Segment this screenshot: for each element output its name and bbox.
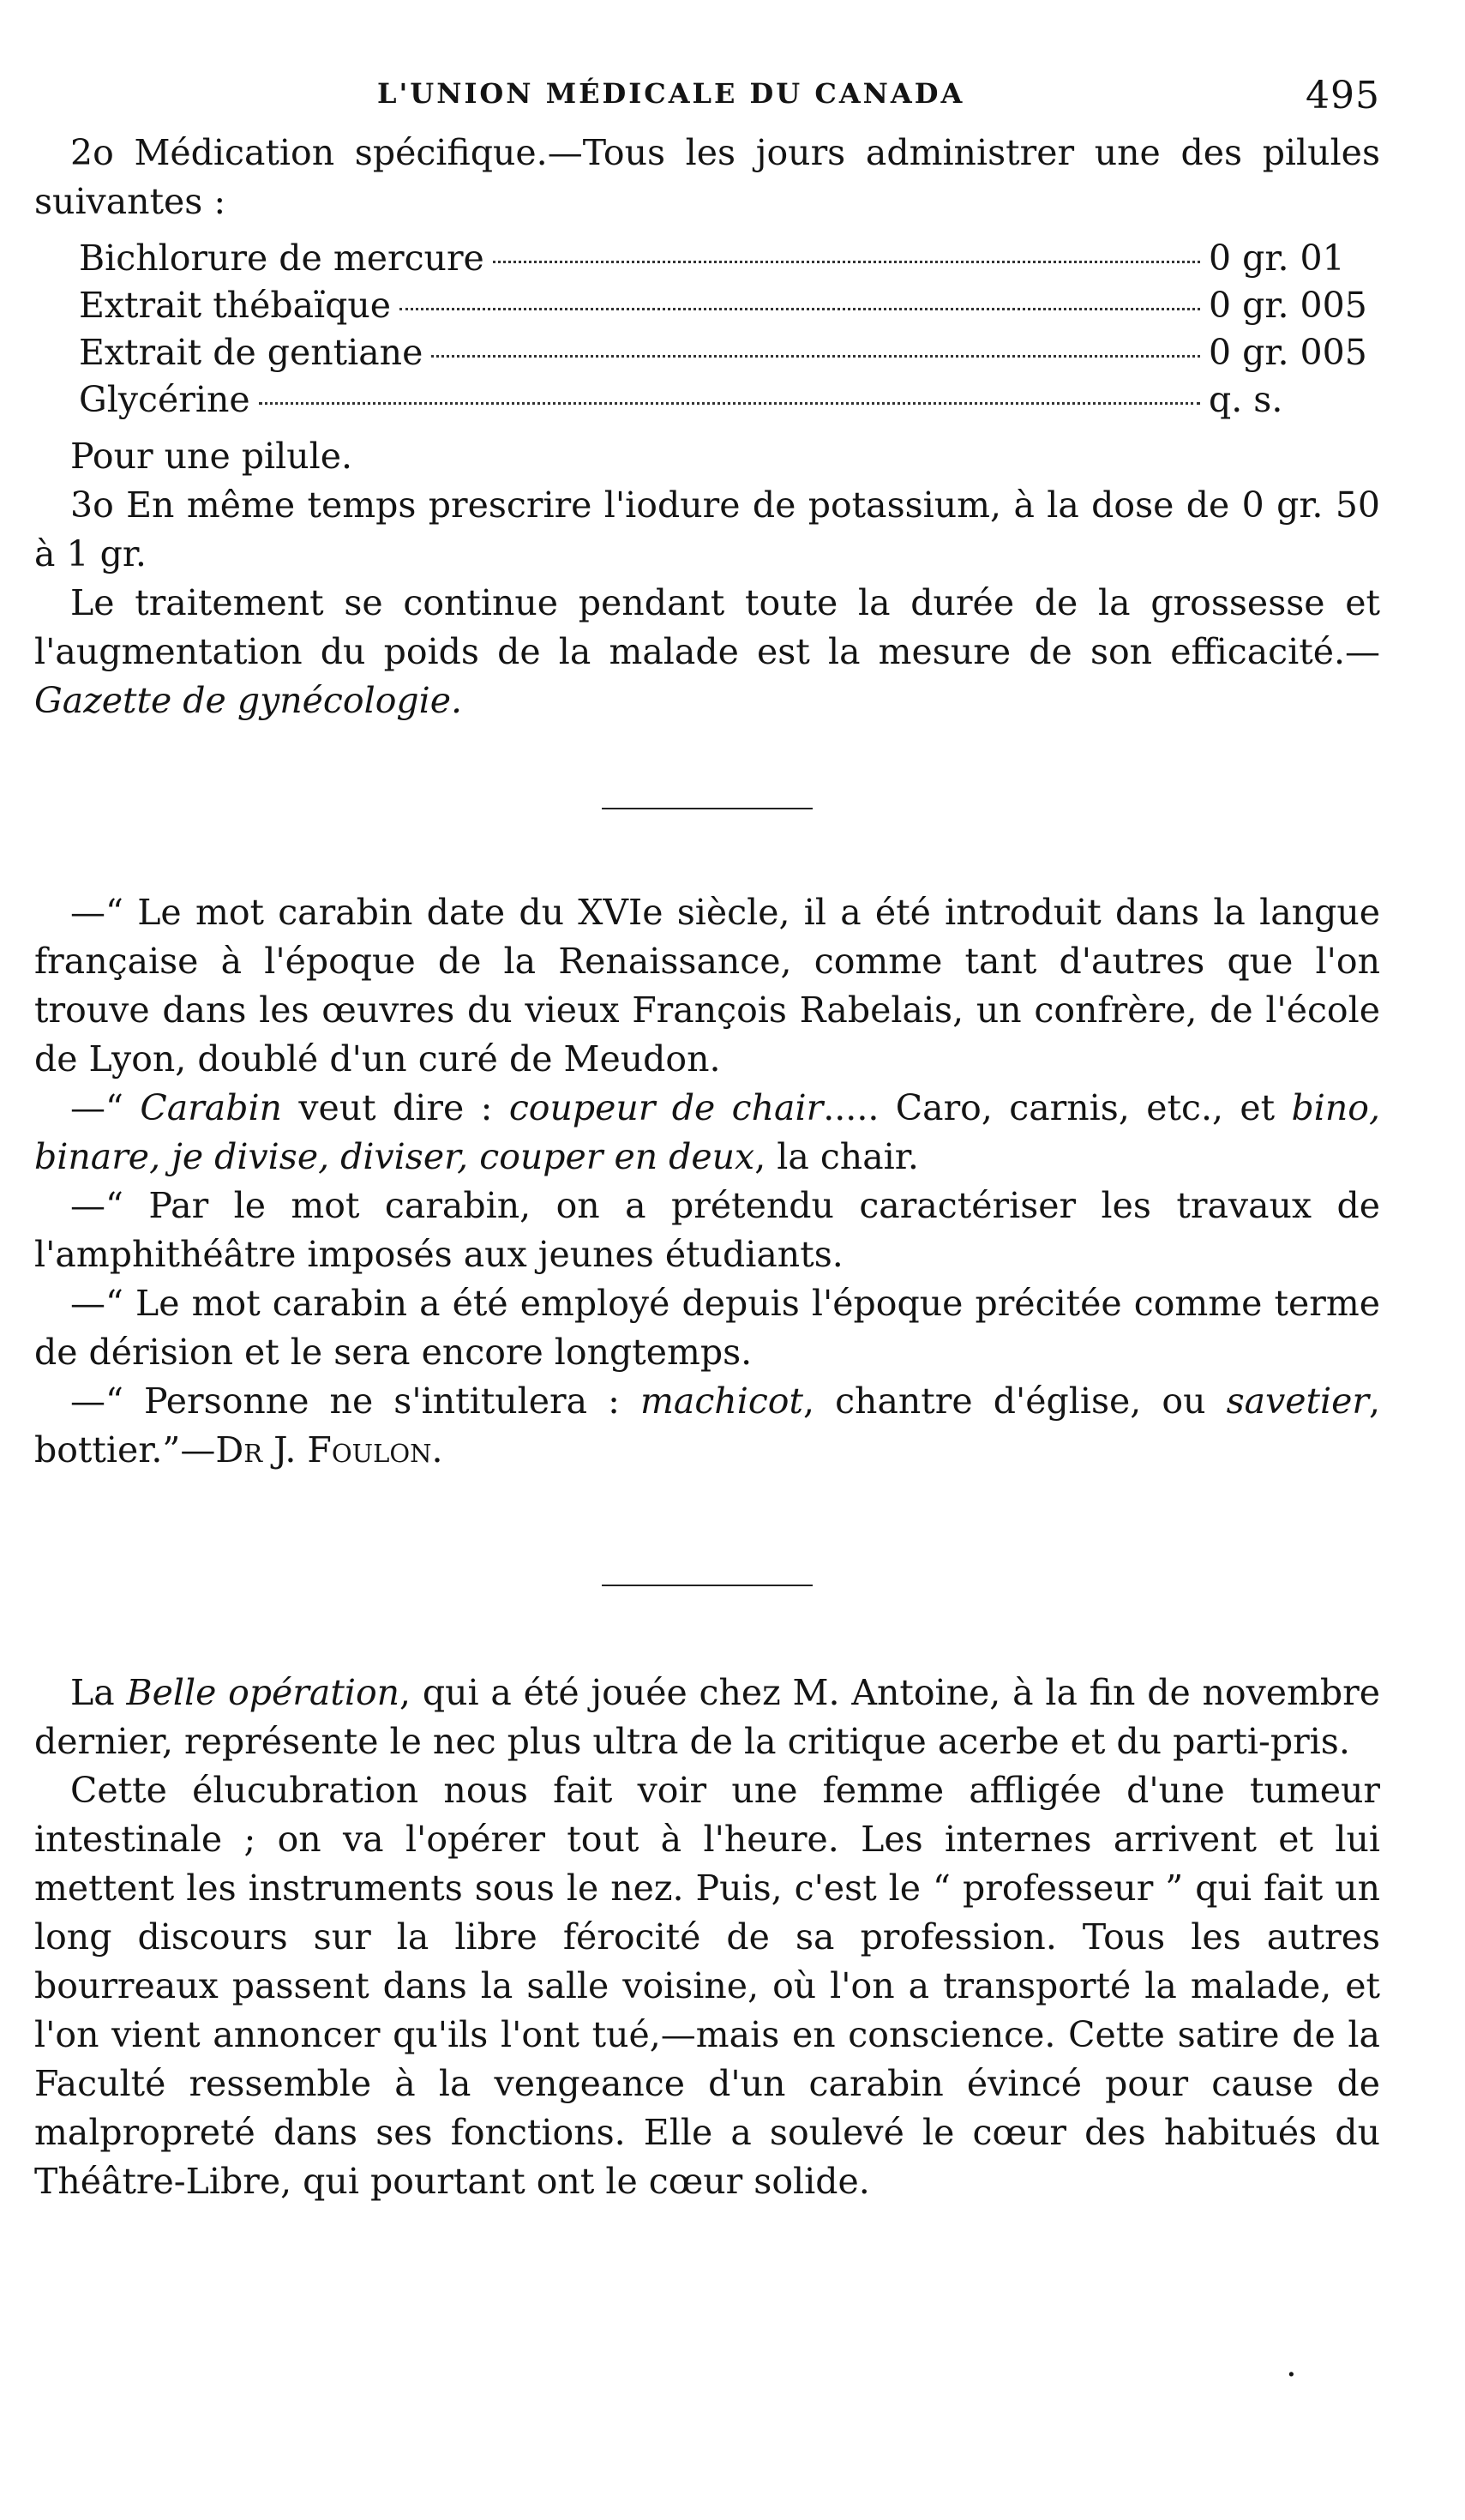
quote-text: veut dire : (281, 1087, 509, 1128)
ingredient-dose: q. s. (1209, 379, 1283, 420)
dot-leader (399, 307, 1200, 310)
section-divider (602, 808, 813, 809)
ingredient-name: Glycérine (79, 379, 250, 420)
review-text: , qui a été jouée chez M. Antoine, à la fin de novembre dernier, représente le nec plus ultra de la critique acerbe et du parti-pris. (34, 1672, 1381, 1762)
quote-paragraph: —“ Le mot carabin date du XVIe siècle, il a été introduit dans la langue française à l'époque de la Renaissance, comme tant d'autres que l'on trouve dans les œuvres du vieux François Rabelais, un confrère, de l'école de Lyon, doublé d'un curé de Meudon. (34, 892, 1380, 1080)
recipe-row (79, 235, 1380, 282)
term-bino: bino, binare, je divise, diviser, couper en deux (34, 1087, 1381, 1177)
ingredient-name: Extrait de gentiane (79, 332, 423, 373)
quote-paragraph: —“ Le mot carabin a été employé depuis l'époque précitée comme terme de dérision et le sera encore longtemps. (34, 1283, 1380, 1373)
recipe-row (79, 329, 1380, 376)
medication-paragraph (34, 129, 1380, 226)
ingredient-name: Bichlorure de mercure (79, 238, 484, 279)
dot-leader (431, 354, 1200, 358)
quote-text: ..... Caro, carnis, etc., et (823, 1087, 1292, 1128)
dot-leader (493, 260, 1200, 263)
quote-paragraph (34, 1377, 1380, 1475)
recipe-row (79, 376, 1380, 424)
term-coupeur: coupeur de chair (508, 1087, 824, 1128)
treatment-text: Le traitement se continue pendant toute la durée de la grossesse et l'augmentation du poids de la malade est la mesure de son efficacité.— (34, 582, 1380, 672)
quote-paragraph: —“ Par le mot carabin, on a prétendu caractériser les travaux de l'amphithéâtre imposés aux jeunes étudiants. (34, 1185, 1380, 1275)
ingredient-dose: 0 gr. 01 (1209, 238, 1345, 279)
review-text: La (70, 1672, 127, 1713)
recipe-list (79, 235, 1380, 424)
quote-open: —“ (70, 1087, 141, 1128)
stray-mark: . (1286, 2345, 1297, 2385)
running-head (34, 74, 1380, 129)
quote-text: —“ Personne ne s'intitulera : (70, 1380, 641, 1422)
medication-text: —Tous les jours administrer une des pilules suivantes : (34, 132, 1380, 222)
treatment-paragraph (34, 579, 1380, 725)
quote-text: , bottier.”— (34, 1380, 1380, 1471)
quote-text: , chantre d'église, ou (802, 1380, 1227, 1422)
journal-title: L'UNION MÉDICALE DU CANADA (377, 77, 965, 110)
page (34, 74, 1381, 2206)
ingredient-dose: 0 gr. 005 (1209, 332, 1367, 373)
medication-heading: 2o Médication spécifique. (70, 132, 548, 173)
author-signature: Dr J. Foulon. (215, 1429, 443, 1471)
iodure-paragraph: 3o En même temps prescrire l'iodure de potassium, à la dose de 0 gr. 50 à 1 gr. (34, 484, 1380, 574)
quote-text: , la chair. (754, 1136, 919, 1177)
term-carabin: Carabin (140, 1087, 282, 1128)
ingredient-dose: 0 gr. 005 (1209, 285, 1367, 326)
page-number: 495 (1306, 74, 1380, 117)
recipe-row (79, 282, 1380, 329)
quote-paragraph (34, 1084, 1380, 1182)
source-citation: Gazette de gynécologie. (34, 680, 463, 721)
review-paragraph (34, 1669, 1380, 1766)
term-savetier: savetier (1226, 1380, 1369, 1422)
term-machicot: machicot (640, 1380, 803, 1422)
ingredient-name: Extrait thébaïque (79, 285, 392, 326)
section-divider (602, 1585, 813, 1586)
pill-note: Pour une pilule. (70, 436, 353, 477)
dot-leader (259, 401, 1200, 405)
play-title: Belle opération (126, 1672, 400, 1713)
review-paragraph: Cette élucubration nous fait voir une femme affligée d'une tumeur intestinale ; on va l'opérer tout à l'heure. Les internes arrivent et lui mettent les instruments sous le nez. Puis, c'est le “ professeur ” qui fait un long discours sur la libre férocité de sa profession. Tous les autres bourreaux passent dans la salle voisine, où l'on a transporté la malade, et l'on vient annoncer qu'ils l'ont tué,—mais en conscience. Cette satire de la Faculté ressemble à la vengeance d'un carabin évincé pour cause de malpropreté dans ses fonctions. Elle a soulevé le cœur des habitués du Théâtre-Libre, qui pourtant ont le cœur solide. (34, 1770, 1380, 2202)
